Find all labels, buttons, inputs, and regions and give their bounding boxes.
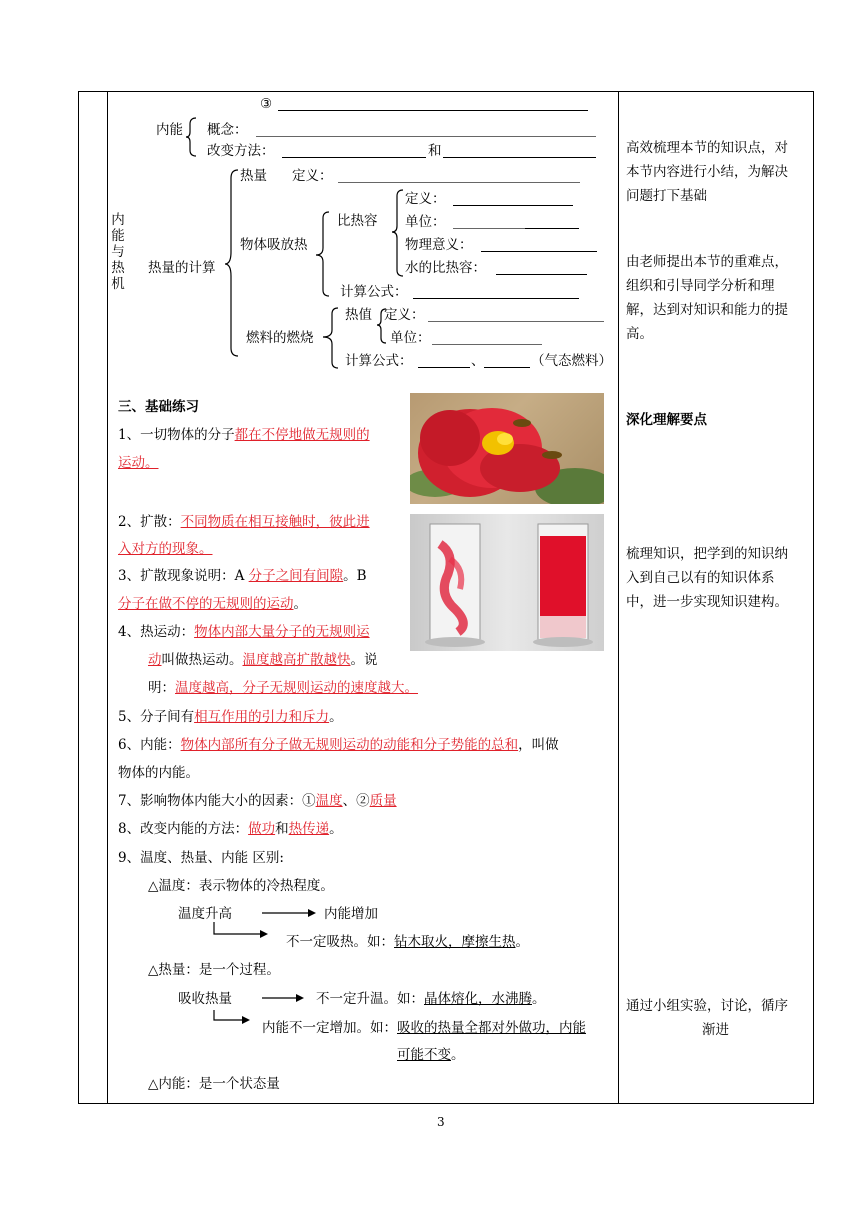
brace-wuti	[316, 210, 330, 300]
gainian-label: 概念：	[207, 122, 248, 138]
right-note-line: 由老师提出本节的重难点，	[626, 254, 788, 270]
q4-text: 。说	[350, 652, 378, 668]
q3-answer: 分子在做不停的无规则的运动	[118, 596, 294, 612]
q6	[118, 736, 559, 754]
q4-text: 明：	[148, 680, 175, 696]
blank-line	[525, 228, 579, 229]
q1	[118, 426, 370, 444]
q3-cont	[118, 595, 307, 613]
table-col-divider-2	[618, 91, 619, 1104]
right-note-line: 组织和引导同学分析和理	[626, 278, 775, 294]
table-bottom-border	[78, 1103, 814, 1104]
q1-answer: 运动。	[118, 455, 159, 471]
right-note-line: 通过小组实验，讨论，循序	[626, 998, 788, 1014]
blank-line	[428, 321, 604, 322]
right-note-4	[626, 542, 788, 614]
right-note-5	[626, 994, 788, 1042]
blank-line	[484, 367, 530, 368]
side-label-char: 与	[111, 244, 125, 260]
blank-line	[432, 344, 542, 345]
period: 。	[451, 1047, 465, 1063]
arrow-elbow-icon	[212, 1010, 250, 1026]
flower-illustration	[410, 393, 604, 504]
blank-line	[282, 157, 426, 158]
q8-answer: 做功	[248, 821, 276, 837]
q6-answer: 物体内部所有分子做无规则运动的动能和分子势能的总和	[180, 737, 519, 753]
q7-answer: 质量	[369, 793, 397, 809]
he-label: 和	[428, 143, 442, 159]
not-inc-example: 吸收的热量全都对外做功，内能	[397, 1020, 586, 1036]
danwei2-label: 单位：	[390, 330, 431, 346]
reliang-jisuan-label: 热量的计算	[148, 260, 216, 276]
right-note-line: 高效梳理本节的知识点，对	[626, 140, 788, 156]
arrow-right-icon	[262, 907, 316, 919]
not-rise	[316, 990, 546, 1008]
q4-answer: 温度越高，分子无规则运动的速度越大。	[175, 680, 418, 696]
neineng-label: 内能	[156, 122, 183, 138]
q3-text: 。B	[343, 568, 367, 584]
page-number: 3	[437, 1115, 445, 1129]
blank-line	[496, 274, 587, 275]
q2-answer: 入对方的现象。	[118, 541, 213, 557]
table-right-border	[813, 91, 814, 1104]
period: 。	[532, 991, 546, 1007]
q5	[118, 708, 343, 726]
blank-line	[413, 298, 579, 299]
cylinders-illustration	[410, 514, 604, 651]
q6-text: ，叫做	[518, 737, 559, 753]
right-note-2	[626, 250, 788, 346]
q8	[118, 820, 343, 838]
q8-answer: 热传递	[288, 821, 330, 837]
absorb: 吸收热量	[178, 991, 232, 1007]
q6-cont: 物体的内能。	[118, 765, 199, 781]
neineng-up: 内能增加	[324, 906, 378, 922]
q7-answer: 温度	[315, 793, 343, 809]
not-inc	[262, 1019, 586, 1037]
arrow-elbow-icon	[212, 922, 268, 940]
q1-cont	[118, 454, 159, 472]
right-note-1	[626, 136, 788, 208]
right-note-line: 高。	[626, 326, 653, 342]
right-note-line: 解，达到对知识和能力的提	[626, 302, 788, 318]
dingyi3-label: 定义：	[384, 307, 425, 323]
right-note-line: 问题打下基础	[626, 188, 707, 204]
q4-answer: 温度越高扩散越快	[242, 652, 351, 668]
danwei1-label: 单位：	[405, 214, 446, 230]
not-inc-text: 内能不一定增加。如：	[262, 1020, 397, 1036]
q5-answer: 相互作用的引力和斥力	[194, 709, 330, 725]
not-absorb-example: 钻木取火，摩擦生热	[394, 934, 516, 950]
blank-line	[453, 205, 573, 206]
diffusion-cylinders-photo	[410, 514, 604, 651]
side-label-char: 能	[111, 228, 125, 244]
blank-line	[278, 110, 588, 111]
side-label-char: 内	[111, 212, 125, 228]
temp-up: 温度升高	[178, 906, 232, 922]
table-left-border	[78, 91, 79, 1104]
wuti-label: 物体吸放热	[240, 237, 308, 253]
not-rise-text: 不一定升温。如：	[316, 991, 424, 1007]
qitai-label: （气态燃料）	[531, 353, 612, 369]
q3-answer: 分子之间有间隙	[248, 568, 344, 584]
heat-line: △热量：是一个过程。	[148, 962, 280, 978]
q2-cont	[118, 540, 213, 558]
wuliyiyi-label: 物理意义：	[405, 237, 473, 253]
jisuan2-label: 计算公式：	[345, 353, 413, 369]
not-absorb	[286, 933, 529, 951]
arrow-right-icon	[262, 992, 304, 1004]
q5-text: 。	[329, 709, 343, 725]
q3-text: 3、扩散现象说明：A	[118, 568, 249, 584]
right-note-3: 深化理解要点	[626, 412, 707, 428]
birerong-label: 比热容	[337, 213, 378, 229]
q2-answer: 不同物质在相互接触时，彼此进	[180, 514, 370, 530]
q7-text: 7、影响物体内能大小的因素：①	[118, 793, 316, 809]
not-inc-cont	[397, 1046, 465, 1064]
q1-answer: 都在不停地做无规则的	[234, 427, 370, 443]
q4-answer: 物体内部大量分子的无规则运	[194, 624, 370, 640]
q8-text: 8、改变内能的方法：	[118, 821, 249, 837]
not-inc-example: 可能不变	[397, 1047, 451, 1063]
q8-text: 和	[275, 821, 289, 837]
brace-neineng	[186, 116, 198, 158]
brace-ranliao	[323, 306, 339, 370]
q4-answer: 动	[148, 652, 162, 668]
q3-text: 。	[293, 596, 307, 612]
right-note-line: 本节内容进行小结，为解决	[626, 164, 788, 180]
table-top-border	[78, 91, 814, 92]
q4	[118, 623, 370, 641]
rezhi-label: 热值	[345, 307, 372, 323]
q2	[118, 513, 370, 531]
q5-text: 5、分子间有	[118, 709, 195, 725]
q4-cont	[148, 651, 378, 669]
q4-text: 4、热运动：	[118, 624, 195, 640]
q7-text: 、②	[342, 793, 370, 809]
dingyi-label: 定义：	[292, 168, 333, 184]
temp-line: △温度：表示物体的冷热程度。	[148, 878, 334, 894]
gaibian-label: 改变方法：	[207, 143, 275, 159]
q3	[118, 567, 367, 585]
table-col-divider-1	[107, 91, 108, 1104]
q9: 9、温度、热量、内能 区别:	[118, 850, 284, 866]
blank-line	[256, 136, 596, 137]
right-note-line: 渐进	[702, 1022, 729, 1038]
right-note-line: 入到自己以有的知识体系	[626, 570, 775, 586]
blank-line	[481, 251, 597, 252]
shuide-label: 水的比热容：	[405, 260, 486, 276]
practice-heading: 三、基础练习	[118, 399, 199, 415]
not-absorb-text: 不一定吸热。如：	[286, 934, 394, 950]
q8-text: 。	[329, 821, 343, 837]
q1-text: 1、一切物体的分子	[118, 427, 235, 443]
brace-birerong	[392, 188, 404, 280]
right-note-line: 中，进一步实现知识建构。	[626, 594, 788, 610]
q4-text: 叫做热运动。	[161, 652, 243, 668]
right-note-line: 梳理知识，把学到的知识纳	[626, 546, 788, 562]
q6-text: 6、内能：	[118, 737, 181, 753]
blank-line	[418, 367, 470, 368]
inner-line: △内能：是一个状态量	[148, 1076, 280, 1092]
jisuan1-label: 计算公式：	[340, 284, 408, 300]
q7	[118, 792, 397, 810]
not-rise-example: 晶体熔化，水沸腾	[424, 991, 532, 1007]
blank-line	[453, 228, 525, 229]
dingyi2-label: 定义：	[405, 191, 446, 207]
ranliao-label: 燃料的燃烧	[246, 330, 314, 346]
q2-text: 2、扩散：	[118, 514, 181, 530]
flower-bee-photo	[410, 393, 604, 504]
dun-label: 、	[471, 353, 485, 369]
item3-marker: ③	[260, 96, 273, 112]
side-label-char: 机	[111, 276, 125, 292]
side-label	[110, 212, 126, 292]
q4-cont2	[148, 679, 418, 697]
brace-reliang-jisuan	[225, 168, 239, 358]
period: 。	[515, 934, 529, 950]
side-label-char: 热	[111, 260, 125, 276]
blank-line	[443, 157, 596, 158]
blank-line	[338, 182, 580, 183]
reliang-label: 热量	[240, 168, 267, 184]
